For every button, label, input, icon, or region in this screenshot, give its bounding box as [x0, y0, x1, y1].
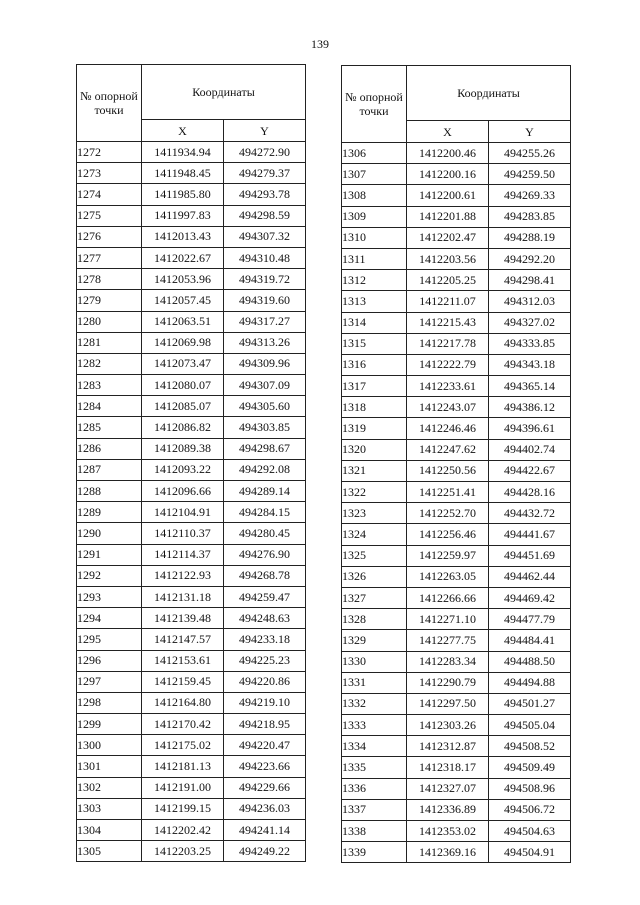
point-number-cell: 1315	[342, 333, 407, 354]
table-row	[77, 714, 306, 735]
point-number-cell: 1333	[342, 715, 407, 736]
y-coordinate-cell: 494288.19	[489, 227, 571, 248]
x-coordinate-cell: 1412353.02	[407, 821, 489, 842]
table-row	[77, 184, 306, 205]
table-row	[342, 270, 571, 291]
x-coordinate-cell: 1412246.46	[407, 418, 489, 439]
table-row	[342, 587, 571, 608]
x-coordinate-cell: 1412057.45	[142, 290, 224, 311]
point-number-cell: 1320	[342, 439, 407, 460]
x-coordinate-cell: 1412250.56	[407, 460, 489, 481]
table-row	[77, 820, 306, 841]
point-number-cell: 1292	[77, 565, 142, 586]
x-coordinate-cell: 1412256.46	[407, 524, 489, 545]
table-row	[342, 566, 571, 587]
point-number-cell: 1337	[342, 799, 407, 820]
y-coordinate-cell: 494283.85	[489, 206, 571, 227]
y-coordinate-cell: 494428.16	[489, 482, 571, 503]
point-number-cell: 1287	[77, 459, 142, 480]
y-coordinate-cell: 494248.63	[224, 608, 306, 629]
table-row	[77, 353, 306, 374]
point-number-cell: 1328	[342, 609, 407, 630]
point-number-cell: 1272	[77, 142, 142, 163]
table-row	[342, 545, 571, 566]
table-row	[77, 459, 306, 480]
x-coordinate-cell: 1411934.94	[142, 142, 224, 163]
y-coordinate-cell: 494284.15	[224, 502, 306, 523]
table-row	[342, 248, 571, 269]
y-coordinate-cell: 494505.04	[489, 715, 571, 736]
table-row	[77, 523, 306, 544]
point-number-cell: 1312	[342, 270, 407, 291]
x-coordinate-cell: 1412104.91	[142, 502, 224, 523]
point-number-cell: 1297	[77, 671, 142, 692]
x-coordinate-cell: 1412131.18	[142, 586, 224, 607]
table-row	[77, 629, 306, 650]
table-row	[342, 354, 571, 375]
x-coordinate-cell: 1412263.05	[407, 566, 489, 587]
x-coordinate-cell: 1412159.45	[142, 671, 224, 692]
point-number-cell: 1332	[342, 693, 407, 714]
table-row	[77, 544, 306, 565]
y-coordinate-cell: 494432.72	[489, 503, 571, 524]
x-coordinate-cell: 1412203.56	[407, 248, 489, 269]
y-coordinate-cell: 494469.42	[489, 587, 571, 608]
point-number-cell: 1311	[342, 248, 407, 269]
y-coordinate-cell: 494402.74	[489, 439, 571, 460]
point-number-cell: 1319	[342, 418, 407, 439]
x-coordinate-cell: 1412175.02	[142, 735, 224, 756]
table-row	[77, 608, 306, 629]
table-row	[342, 418, 571, 439]
table-row	[77, 481, 306, 502]
x-coordinate-cell: 1412217.78	[407, 333, 489, 354]
table-row	[342, 757, 571, 778]
y-coordinate-cell: 494225.23	[224, 650, 306, 671]
x-coordinate-cell: 1412203.25	[142, 841, 224, 862]
y-header: Y	[224, 120, 306, 142]
table-row	[342, 609, 571, 630]
table-row	[77, 841, 306, 862]
x-coordinate-cell: 1412147.57	[142, 629, 224, 650]
point-number-cell: 1336	[342, 778, 407, 799]
y-coordinate-cell: 494233.18	[224, 629, 306, 650]
table-row	[342, 524, 571, 545]
point-number-cell: 1334	[342, 736, 407, 757]
point-number-cell: 1295	[77, 629, 142, 650]
y-coordinate-cell: 494501.27	[489, 693, 571, 714]
y-coordinate-cell: 494343.18	[489, 354, 571, 375]
point-number-cell: 1284	[77, 396, 142, 417]
point-number-cell: 1294	[77, 608, 142, 629]
x-coordinate-cell: 1412277.75	[407, 630, 489, 651]
point-number-cell: 1285	[77, 417, 142, 438]
x-coordinate-cell: 1412369.16	[407, 842, 489, 863]
x-coordinate-cell: 1412202.47	[407, 227, 489, 248]
point-number-cell: 1279	[77, 290, 142, 311]
x-coordinate-cell: 1412312.87	[407, 736, 489, 757]
coordinates-table-right	[341, 65, 571, 863]
y-coordinate-cell: 494494.88	[489, 672, 571, 693]
table-row	[77, 205, 306, 226]
y-coordinate-cell: 494292.20	[489, 248, 571, 269]
y-coordinate-cell: 494303.85	[224, 417, 306, 438]
y-coordinate-cell: 494279.37	[224, 163, 306, 184]
y-coordinate-cell: 494280.45	[224, 523, 306, 544]
point-number-cell: 1308	[342, 185, 407, 206]
y-coordinate-cell: 494229.66	[224, 777, 306, 798]
y-header: Y	[489, 121, 571, 143]
x-coordinate-cell: 1412069.98	[142, 332, 224, 353]
table-row	[342, 312, 571, 333]
x-coordinate-cell: 1412247.62	[407, 439, 489, 460]
x-coordinate-cell: 1412327.07	[407, 778, 489, 799]
x-coordinate-cell: 1412211.07	[407, 291, 489, 312]
x-coordinate-cell: 1412191.00	[142, 777, 224, 798]
y-coordinate-cell: 494218.95	[224, 714, 306, 735]
x-coordinate-cell: 1412200.61	[407, 185, 489, 206]
y-coordinate-cell: 494259.50	[489, 164, 571, 185]
point-number-cell: 1322	[342, 482, 407, 503]
table-row	[77, 798, 306, 819]
table-row	[77, 692, 306, 713]
x-coordinate-cell: 1412110.37	[142, 523, 224, 544]
point-number-cell: 1338	[342, 821, 407, 842]
y-coordinate-cell: 494386.12	[489, 397, 571, 418]
point-number-cell: 1317	[342, 376, 407, 397]
table-row	[342, 799, 571, 820]
point-number-cell: 1291	[77, 544, 142, 565]
x-coordinate-cell: 1412252.70	[407, 503, 489, 524]
x-coordinate-cell: 1412181.13	[142, 756, 224, 777]
y-coordinate-cell: 494292.08	[224, 459, 306, 480]
table-row	[77, 142, 306, 163]
x-coordinate-cell: 1412093.22	[142, 459, 224, 480]
x-coordinate-cell: 1412266.66	[407, 587, 489, 608]
x-coordinate-cell: 1412022.67	[142, 247, 224, 268]
y-coordinate-cell: 494268.78	[224, 565, 306, 586]
table-row	[342, 143, 571, 164]
x-coordinate-cell: 1412013.43	[142, 226, 224, 247]
y-coordinate-cell: 494508.52	[489, 736, 571, 757]
point-number-cell: 1313	[342, 291, 407, 312]
y-coordinate-cell: 494220.47	[224, 735, 306, 756]
y-coordinate-cell: 494255.26	[489, 143, 571, 164]
table-row	[77, 586, 306, 607]
table-row	[342, 736, 571, 757]
x-coordinate-cell: 1412089.38	[142, 438, 224, 459]
y-coordinate-cell: 494259.47	[224, 586, 306, 607]
table-row	[342, 460, 571, 481]
point-number-cell: 1323	[342, 503, 407, 524]
y-coordinate-cell: 494313.26	[224, 332, 306, 353]
table-row	[342, 630, 571, 651]
table-row	[77, 671, 306, 692]
x-coordinate-cell: 1412336.89	[407, 799, 489, 820]
point-number-cell: 1303	[77, 798, 142, 819]
table-row	[342, 376, 571, 397]
y-coordinate-cell: 494396.61	[489, 418, 571, 439]
table-row	[77, 756, 306, 777]
table-row	[77, 332, 306, 353]
y-coordinate-cell: 494484.41	[489, 630, 571, 651]
point-number-cell: 1318	[342, 397, 407, 418]
y-coordinate-cell: 494307.09	[224, 375, 306, 396]
point-number-cell: 1329	[342, 630, 407, 651]
point-number-cell: 1306	[342, 143, 407, 164]
y-coordinate-cell: 494327.02	[489, 312, 571, 333]
table-row	[77, 163, 306, 184]
x-coordinate-cell: 1412080.07	[142, 375, 224, 396]
table-row	[77, 269, 306, 290]
point-number-cell: 1330	[342, 651, 407, 672]
point-number-cell: 1324	[342, 524, 407, 545]
point-number-cell: 1276	[77, 226, 142, 247]
point-number-cell: 1326	[342, 566, 407, 587]
y-coordinate-cell: 494319.60	[224, 290, 306, 311]
table-row	[77, 396, 306, 417]
point-number-cell: 1321	[342, 460, 407, 481]
y-coordinate-cell: 494298.67	[224, 438, 306, 459]
x-coordinate-cell: 1411997.83	[142, 205, 224, 226]
y-coordinate-cell: 494333.85	[489, 333, 571, 354]
y-coordinate-cell: 494508.96	[489, 778, 571, 799]
y-coordinate-cell: 494317.27	[224, 311, 306, 332]
y-coordinate-cell: 494310.48	[224, 247, 306, 268]
point-number-cell: 1304	[77, 820, 142, 841]
point-number-cell: 1277	[77, 247, 142, 268]
x-coordinate-cell: 1412200.16	[407, 164, 489, 185]
table-row	[342, 842, 571, 863]
x-coordinate-cell: 1411948.45	[142, 163, 224, 184]
table-row	[77, 438, 306, 459]
table-row	[77, 650, 306, 671]
point-number-cell: 1282	[77, 353, 142, 374]
x-coordinate-cell: 1412085.07	[142, 396, 224, 417]
table-row	[77, 777, 306, 798]
y-coordinate-cell: 494293.78	[224, 184, 306, 205]
point-number-cell: 1281	[77, 332, 142, 353]
coordinates-header: Координаты	[407, 66, 571, 121]
y-coordinate-cell: 494220.86	[224, 671, 306, 692]
y-coordinate-cell: 494462.44	[489, 566, 571, 587]
y-coordinate-cell: 494451.69	[489, 545, 571, 566]
y-coordinate-cell: 494298.59	[224, 205, 306, 226]
x-coordinate-cell: 1412170.42	[142, 714, 224, 735]
table-row	[77, 375, 306, 396]
table-row	[77, 311, 306, 332]
x-coordinate-cell: 1412233.61	[407, 376, 489, 397]
point-number-cell: 1289	[77, 502, 142, 523]
y-coordinate-cell: 494249.22	[224, 841, 306, 862]
point-number-cell: 1293	[77, 586, 142, 607]
y-coordinate-cell: 494276.90	[224, 544, 306, 565]
page-number: 139	[311, 37, 329, 51]
point-number-cell: 1298	[77, 692, 142, 713]
y-coordinate-cell: 494422.67	[489, 460, 571, 481]
y-coordinate-cell: 494223.66	[224, 756, 306, 777]
table-row	[342, 482, 571, 503]
point-number-cell: 1339	[342, 842, 407, 863]
table-body	[342, 143, 571, 863]
table-row	[342, 439, 571, 460]
point-number-header: № опорной точки	[77, 65, 142, 142]
y-coordinate-cell: 494477.79	[489, 609, 571, 630]
table-row	[342, 778, 571, 799]
y-coordinate-cell: 494241.14	[224, 820, 306, 841]
x-coordinate-cell: 1412222.79	[407, 354, 489, 375]
x-coordinate-cell: 1412205.25	[407, 270, 489, 291]
table-row	[342, 333, 571, 354]
y-coordinate-cell: 494488.50	[489, 651, 571, 672]
point-number-cell: 1316	[342, 354, 407, 375]
y-coordinate-cell: 494365.14	[489, 376, 571, 397]
table-row	[342, 291, 571, 312]
x-coordinate-cell: 1412201.88	[407, 206, 489, 227]
x-coordinate-cell: 1412053.96	[142, 269, 224, 290]
table-body	[77, 142, 306, 862]
y-coordinate-cell: 494506.72	[489, 799, 571, 820]
x-coordinate-cell: 1411985.80	[142, 184, 224, 205]
x-coordinate-cell: 1412153.61	[142, 650, 224, 671]
point-number-cell: 1300	[77, 735, 142, 756]
y-coordinate-cell: 494441.67	[489, 524, 571, 545]
point-number-cell: 1314	[342, 312, 407, 333]
table-row	[77, 565, 306, 586]
y-coordinate-cell: 494504.91	[489, 842, 571, 863]
point-number-header: № опорной точки	[342, 66, 407, 143]
point-number-cell: 1309	[342, 206, 407, 227]
x-coordinate-cell: 1412202.42	[142, 820, 224, 841]
point-number-cell: 1283	[77, 375, 142, 396]
x-coordinate-cell: 1412290.79	[407, 672, 489, 693]
x-header: X	[142, 120, 224, 142]
point-number-cell: 1278	[77, 269, 142, 290]
point-number-cell: 1288	[77, 481, 142, 502]
x-coordinate-cell: 1412215.43	[407, 312, 489, 333]
table-row	[342, 164, 571, 185]
table-row	[342, 651, 571, 672]
table-row	[342, 185, 571, 206]
x-coordinate-cell: 1412114.37	[142, 544, 224, 565]
x-coordinate-cell: 1412086.82	[142, 417, 224, 438]
table-row	[342, 503, 571, 524]
coordinates-table-left	[76, 64, 306, 862]
x-coordinate-cell: 1412096.66	[142, 481, 224, 502]
y-coordinate-cell: 494269.33	[489, 185, 571, 206]
table-row	[77, 502, 306, 523]
table-row	[77, 735, 306, 756]
x-coordinate-cell: 1412297.50	[407, 693, 489, 714]
x-coordinate-cell: 1412251.41	[407, 482, 489, 503]
point-number-cell: 1302	[77, 777, 142, 798]
x-coordinate-cell: 1412259.97	[407, 545, 489, 566]
y-coordinate-cell: 494236.03	[224, 798, 306, 819]
y-coordinate-cell: 494319.72	[224, 269, 306, 290]
point-number-cell: 1275	[77, 205, 142, 226]
x-coordinate-cell: 1412073.47	[142, 353, 224, 374]
y-coordinate-cell: 494307.32	[224, 226, 306, 247]
x-coordinate-cell: 1412243.07	[407, 397, 489, 418]
point-number-cell: 1273	[77, 163, 142, 184]
table-row	[77, 290, 306, 311]
point-number-cell: 1274	[77, 184, 142, 205]
x-header: X	[407, 121, 489, 143]
point-number-cell: 1331	[342, 672, 407, 693]
y-coordinate-cell: 494509.49	[489, 757, 571, 778]
y-coordinate-cell: 494305.60	[224, 396, 306, 417]
point-number-cell: 1327	[342, 587, 407, 608]
table-row	[342, 227, 571, 248]
table-row	[77, 247, 306, 268]
x-coordinate-cell: 1412139.48	[142, 608, 224, 629]
point-number-cell: 1307	[342, 164, 407, 185]
y-coordinate-cell: 494312.03	[489, 291, 571, 312]
point-number-cell: 1286	[77, 438, 142, 459]
x-coordinate-cell: 1412303.26	[407, 715, 489, 736]
point-number-cell: 1299	[77, 714, 142, 735]
y-coordinate-cell: 494309.96	[224, 353, 306, 374]
x-coordinate-cell: 1412283.34	[407, 651, 489, 672]
table-row	[342, 672, 571, 693]
point-number-cell: 1305	[77, 841, 142, 862]
coordinates-header: Координаты	[142, 65, 306, 120]
table-row	[342, 397, 571, 418]
point-number-cell: 1335	[342, 757, 407, 778]
y-coordinate-cell: 494298.41	[489, 270, 571, 291]
point-number-cell: 1301	[77, 756, 142, 777]
point-number-cell: 1310	[342, 227, 407, 248]
table-row	[342, 715, 571, 736]
x-coordinate-cell: 1412063.51	[142, 311, 224, 332]
x-coordinate-cell: 1412271.10	[407, 609, 489, 630]
point-number-cell: 1296	[77, 650, 142, 671]
x-coordinate-cell: 1412200.46	[407, 143, 489, 164]
table-row	[77, 417, 306, 438]
table-row	[77, 226, 306, 247]
point-number-cell: 1290	[77, 523, 142, 544]
x-coordinate-cell: 1412318.17	[407, 757, 489, 778]
x-coordinate-cell: 1412122.93	[142, 565, 224, 586]
y-coordinate-cell: 494504.63	[489, 821, 571, 842]
y-coordinate-cell: 494272.90	[224, 142, 306, 163]
point-number-cell: 1325	[342, 545, 407, 566]
table-row	[342, 206, 571, 227]
table-row	[342, 821, 571, 842]
table-row	[342, 693, 571, 714]
y-coordinate-cell: 494219.10	[224, 692, 306, 713]
y-coordinate-cell: 494289.14	[224, 481, 306, 502]
point-number-cell: 1280	[77, 311, 142, 332]
x-coordinate-cell: 1412164.80	[142, 692, 224, 713]
x-coordinate-cell: 1412199.15	[142, 798, 224, 819]
